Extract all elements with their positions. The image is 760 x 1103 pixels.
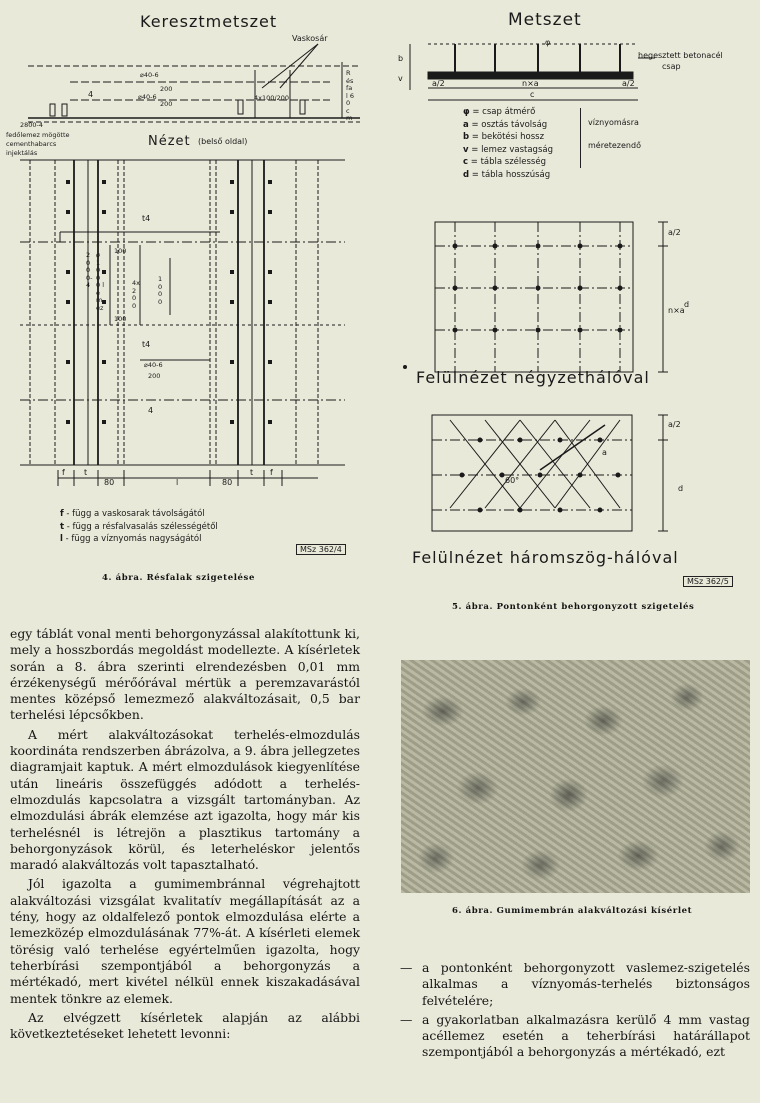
paragraph: Az elvégzett kísérletek alapján az alábbi következtetéseket lehetett levonni: — [10, 1009, 360, 1042]
fig4-label-2800: 2800-4 — [20, 121, 44, 129]
fig5-legend-item: φ = csap átmérő — [463, 107, 536, 117]
fig5-tri-label-a2: a/2 — [668, 420, 681, 429]
fig5-legend-item: b = bekötési hossz — [463, 132, 545, 142]
fig4-label-injektalas: injektálás — [6, 149, 38, 157]
fig5-tri-label-angle: 60° — [505, 476, 520, 485]
fig5-legend-note1: víznyomásra — [588, 118, 639, 127]
fig4-legend-item: f - függ a vaskosarak távolságától — [60, 509, 205, 519]
fig5-drawing — [380, 0, 760, 610]
fig4-legend-item: t - függ a résfalvasalás szélességétől — [60, 521, 218, 532]
fig5-legend-note2: méretezendő — [588, 141, 641, 150]
fig4-label-t4b: t4 — [142, 340, 151, 349]
fig4-caption: 4. ábra. Résfalak szigetelése — [102, 573, 255, 583]
fig4-dim-t: t — [84, 468, 88, 477]
fig4-label-dim1b: 200 — [160, 85, 173, 93]
fig5-title-triangle: Felülnézet háromszög-hálóval — [412, 548, 679, 567]
fig5-legend-item: c = tábla szélesség — [463, 157, 546, 167]
fig5-grid-label-a2: a/2 — [668, 228, 681, 237]
fig5-legend — [463, 106, 553, 181]
fig5-label-c: c — [530, 90, 535, 99]
fig4-section-title: Keresztmetszet — [140, 12, 278, 31]
fig4-label-4x100: 4x100/200 — [254, 94, 289, 102]
fig4-label-dim2: ⌀40-6 — [138, 93, 157, 101]
fig4-view-title: Nézet — [148, 134, 191, 149]
fig4-label-resfal: Résfal 60 cm — [346, 69, 355, 122]
fig5-tri-label-d: d — [678, 484, 684, 493]
membrane-photo — [401, 660, 750, 893]
fig5-label-hegesztett: hegesztett betonacél — [638, 51, 723, 60]
fig4-label-dim3b: 200 — [148, 372, 161, 380]
fig4-dim-t2: t — [250, 468, 254, 477]
fig5-label-a2a: a/2 — [432, 79, 445, 88]
fig5-label-a2b: a/2 — [622, 79, 635, 88]
fig4-label-100a: 100 — [114, 247, 127, 255]
fig4-legend-item: l - függ a víznyomás nagyságától — [60, 534, 202, 544]
fig4-label-4x200: 4x200 — [132, 279, 140, 310]
paragraph: egy táblát vonal menti behorgonyzással alakítottunk ki, mely a hosszbordás megoldást modellezte. A kísérletek során a 8. ábra szerinti elrendezésben 0,01 mm érzékenységű mérőórával mértük a peremzavarástól mentes középső lemezmező alakváltozásait, 0,5 bar terhelési lépcsőkben. — [10, 626, 360, 723]
fig4-label-dim3: ⌀40-6 — [144, 361, 163, 369]
list-item: — a pontonként behorgonyzott vaslemez-szigetelés alkalmas a víznyomás-terhelés biztonságos felvételére; — [400, 960, 750, 1008]
fig5-title-square: Felülnézet négyzethálóval — [416, 368, 650, 387]
paragraph: A mért alakváltozásokat terhelés-elmozdulás koordináta rendszerben ábrázolva, a 9. ábra jellegzetes diagramjait kaptuk. A mért elmozdulások kiegyenlítése után lineáris összefüggés adódott a terhelés-elmozdulás kapcsolatra a vizsgált tartományban. Az elmozdulási ábrák elemzése azt igazolta, hogy már kis terhelésnél is létrejön a plasztikus tartomány a behorgonyzások körül, és leterheléskor jelentős maradó alakváltozás volt tapasztalható. — [10, 726, 360, 873]
fig4-dim-f2: f — [270, 468, 273, 477]
fig5-legend-item: v = lemez vastagság — [463, 144, 553, 155]
fig4-legend — [60, 508, 218, 546]
fig4-view-subtitle: (belső oldal) — [198, 137, 248, 146]
fig5-label-csap: csap — [662, 62, 681, 71]
fig4-label-dim1: ⌀40-6 — [140, 71, 159, 79]
fig5-grid-label-nxa: n×a — [668, 306, 685, 315]
fig4-label-1000: 1000 — [158, 275, 163, 306]
fig4-label-1000lemez: ø 1000 lemez — [96, 251, 105, 312]
fig4-label-vaskosar: Vaskosár — [292, 34, 328, 43]
fig4-label-2000: 2000-4 — [86, 251, 93, 289]
fig6-caption: 6. ábra. Gumimembrán alakváltozási kísérlet — [452, 906, 693, 916]
fig5-label-phi: φ — [545, 38, 551, 47]
fig4-label-100b: 100 — [114, 315, 127, 323]
fig5-tri-label-a: a — [602, 448, 607, 457]
paragraph: Jól igazolta a gumimembránnal végrehajtott alakváltozási vizsgálat kvalitatív megállapítását az a tény, hogy az oldalfelező pontok elmozdulása elérte a lemezközép elmozdulásának 77%-át. A kísérleti elemek törésig való terhelése egyértelműen igazolta, hogy teherbírási szempontjából a behorgonyzás a mértékadó, mert kivétel nélkül ennek kiszakadásával mentek tönkre az elemek. — [10, 876, 360, 1006]
fig5-stamp: MSz 362/5 — [683, 576, 733, 587]
fig4-dim-l: l — [176, 478, 179, 487]
fig4-dim-80a: 80 — [104, 478, 115, 487]
fig4-label-fedolemez: fedőlemez mögötte — [6, 131, 70, 139]
fig4-dim-80b: 80 — [222, 478, 233, 487]
fig4-dim-f: f — [62, 468, 65, 477]
fig4-label-t4a: t4 — [142, 214, 151, 223]
right-column-text — [400, 960, 750, 1064]
fig4-label-bottom-4: 4 — [148, 406, 154, 415]
fig5-legend-bracket — [580, 108, 582, 168]
fig5-legend-item: a = osztás távolság — [463, 119, 548, 130]
fig4-stamp: MSz 362/4 — [296, 544, 346, 555]
fig5-grid-label-d: d — [684, 300, 690, 309]
fig5-label-v: v — [398, 74, 403, 83]
fig4-label-cement: cementhabarcs — [6, 140, 57, 148]
fig4-label-4: 4 — [88, 90, 94, 99]
fig4-label-dim2b: 200 — [160, 100, 173, 108]
fig5-caption: 5. ábra. Pontonként behorgonyzott szigetelés — [452, 602, 695, 612]
fig5-legend-item: d = tábla hosszúság — [463, 169, 551, 180]
fig5-label-nxa: n×a — [522, 79, 539, 88]
left-column-text — [10, 626, 360, 1045]
fig5-section-title: Metszet — [508, 10, 582, 30]
fig5-label-b: b — [398, 54, 404, 63]
list-item: — a gyakorlatban alkalmazásra kerülő 4 mm vastag acéllemez esetén a teherbírási határállapot szempontjából a behorgonyzás a mértékadó, ezt — [400, 1011, 750, 1060]
